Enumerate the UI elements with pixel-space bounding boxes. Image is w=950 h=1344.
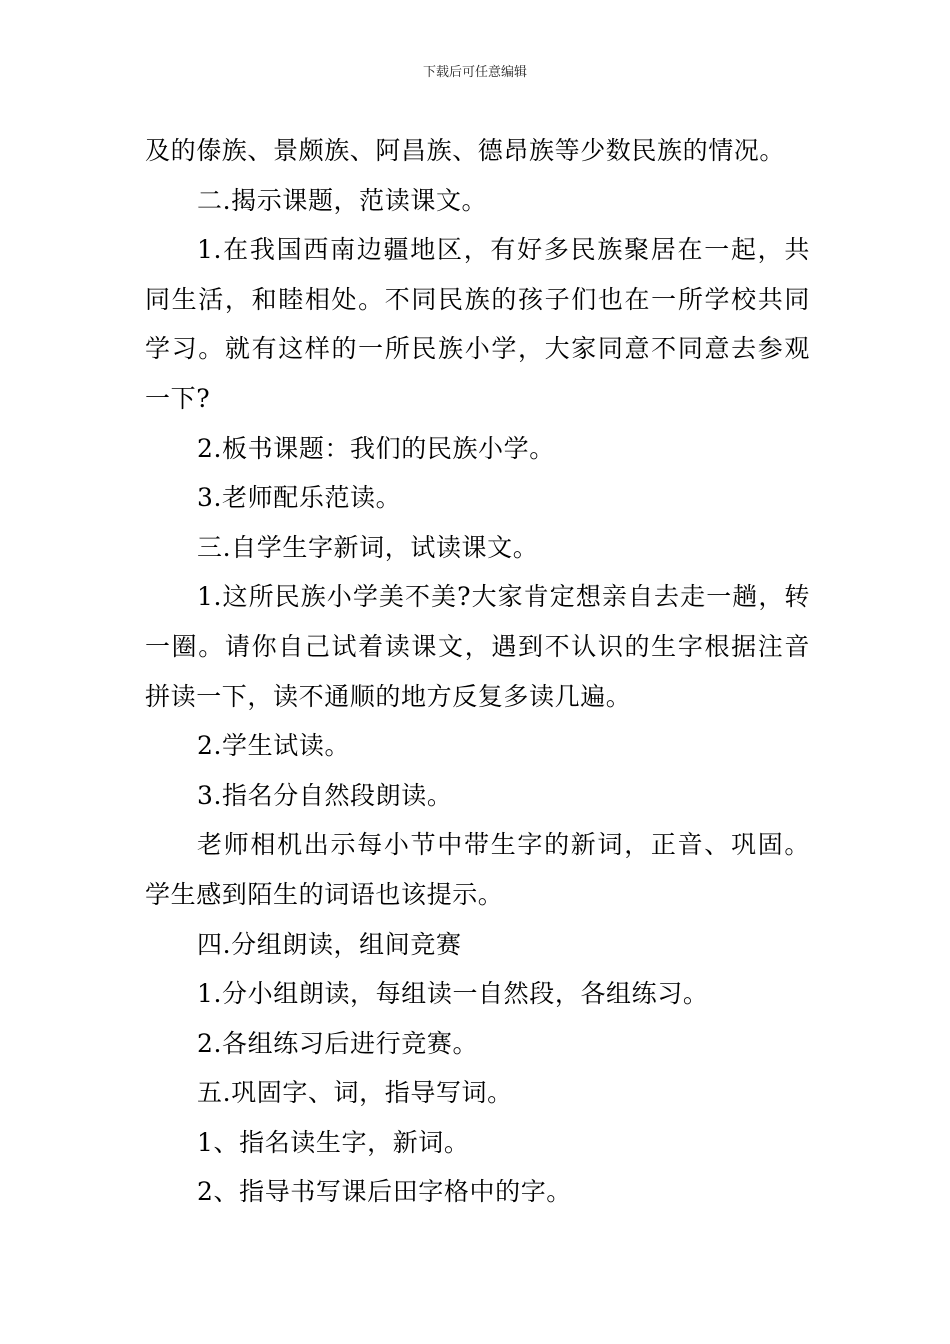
page-header: 下载后可任意编辑	[422, 65, 527, 80]
paragraph-2-3: 3.老师配乐范读。	[197, 483, 402, 513]
paragraph-5-2: 2、指导书写课后田字格中的字。	[197, 1177, 572, 1207]
paragraph-5-1: 1、指名读生字，新词。	[197, 1127, 470, 1157]
paragraph-continuation: 及的傣族、景颇族、阿昌族、德昂族等少数民族的情况。	[145, 136, 786, 165]
paragraph-3-1: 1.这所民族小学美不美?大家肯定想亲自去走一趟，转一圈。请你自己试着读课文，遇到不认识的生字根据注音拼读一下，读不通顺的地方反复多读几遍。	[145, 582, 810, 711]
paragraph-2-2: 2.板书课题：我们的民族小学。	[197, 433, 555, 463]
document-body	[145, 126, 810, 1217]
paragraph-4-2: 2.各组练习后进行竞赛。	[197, 1028, 479, 1058]
paragraph-4-1: 1.分小组朗读，每组读一自然段，各组练习。	[197, 979, 709, 1009]
paragraph-3-note: 老师相机出示每小节中带生字的新词，正音、巩固。学生感到陌生的词语也该提示。	[145, 830, 810, 909]
section-heading-2: 二.揭示课题，范读课文。	[197, 185, 488, 215]
section-heading-4: 四.分组朗读，组间竞赛	[197, 929, 462, 959]
section-heading-3: 三.自学生字新词，试读课文。	[197, 532, 539, 562]
paragraph-2-1: 1.在我国西南边疆地区，有好多民族聚居在一起，共同生活，和睦相处。不同民族的孩子们也在一所学校共同学习。就有这样的一所民族小学，大家同意不同意去参观一下?	[145, 235, 810, 413]
paragraph-3-3: 3.指名分自然段朗读。	[197, 780, 453, 810]
paragraph-3-2: 2.学生试读。	[197, 731, 351, 761]
section-heading-5: 五.巩固字、词，指导写词。	[197, 1078, 513, 1108]
